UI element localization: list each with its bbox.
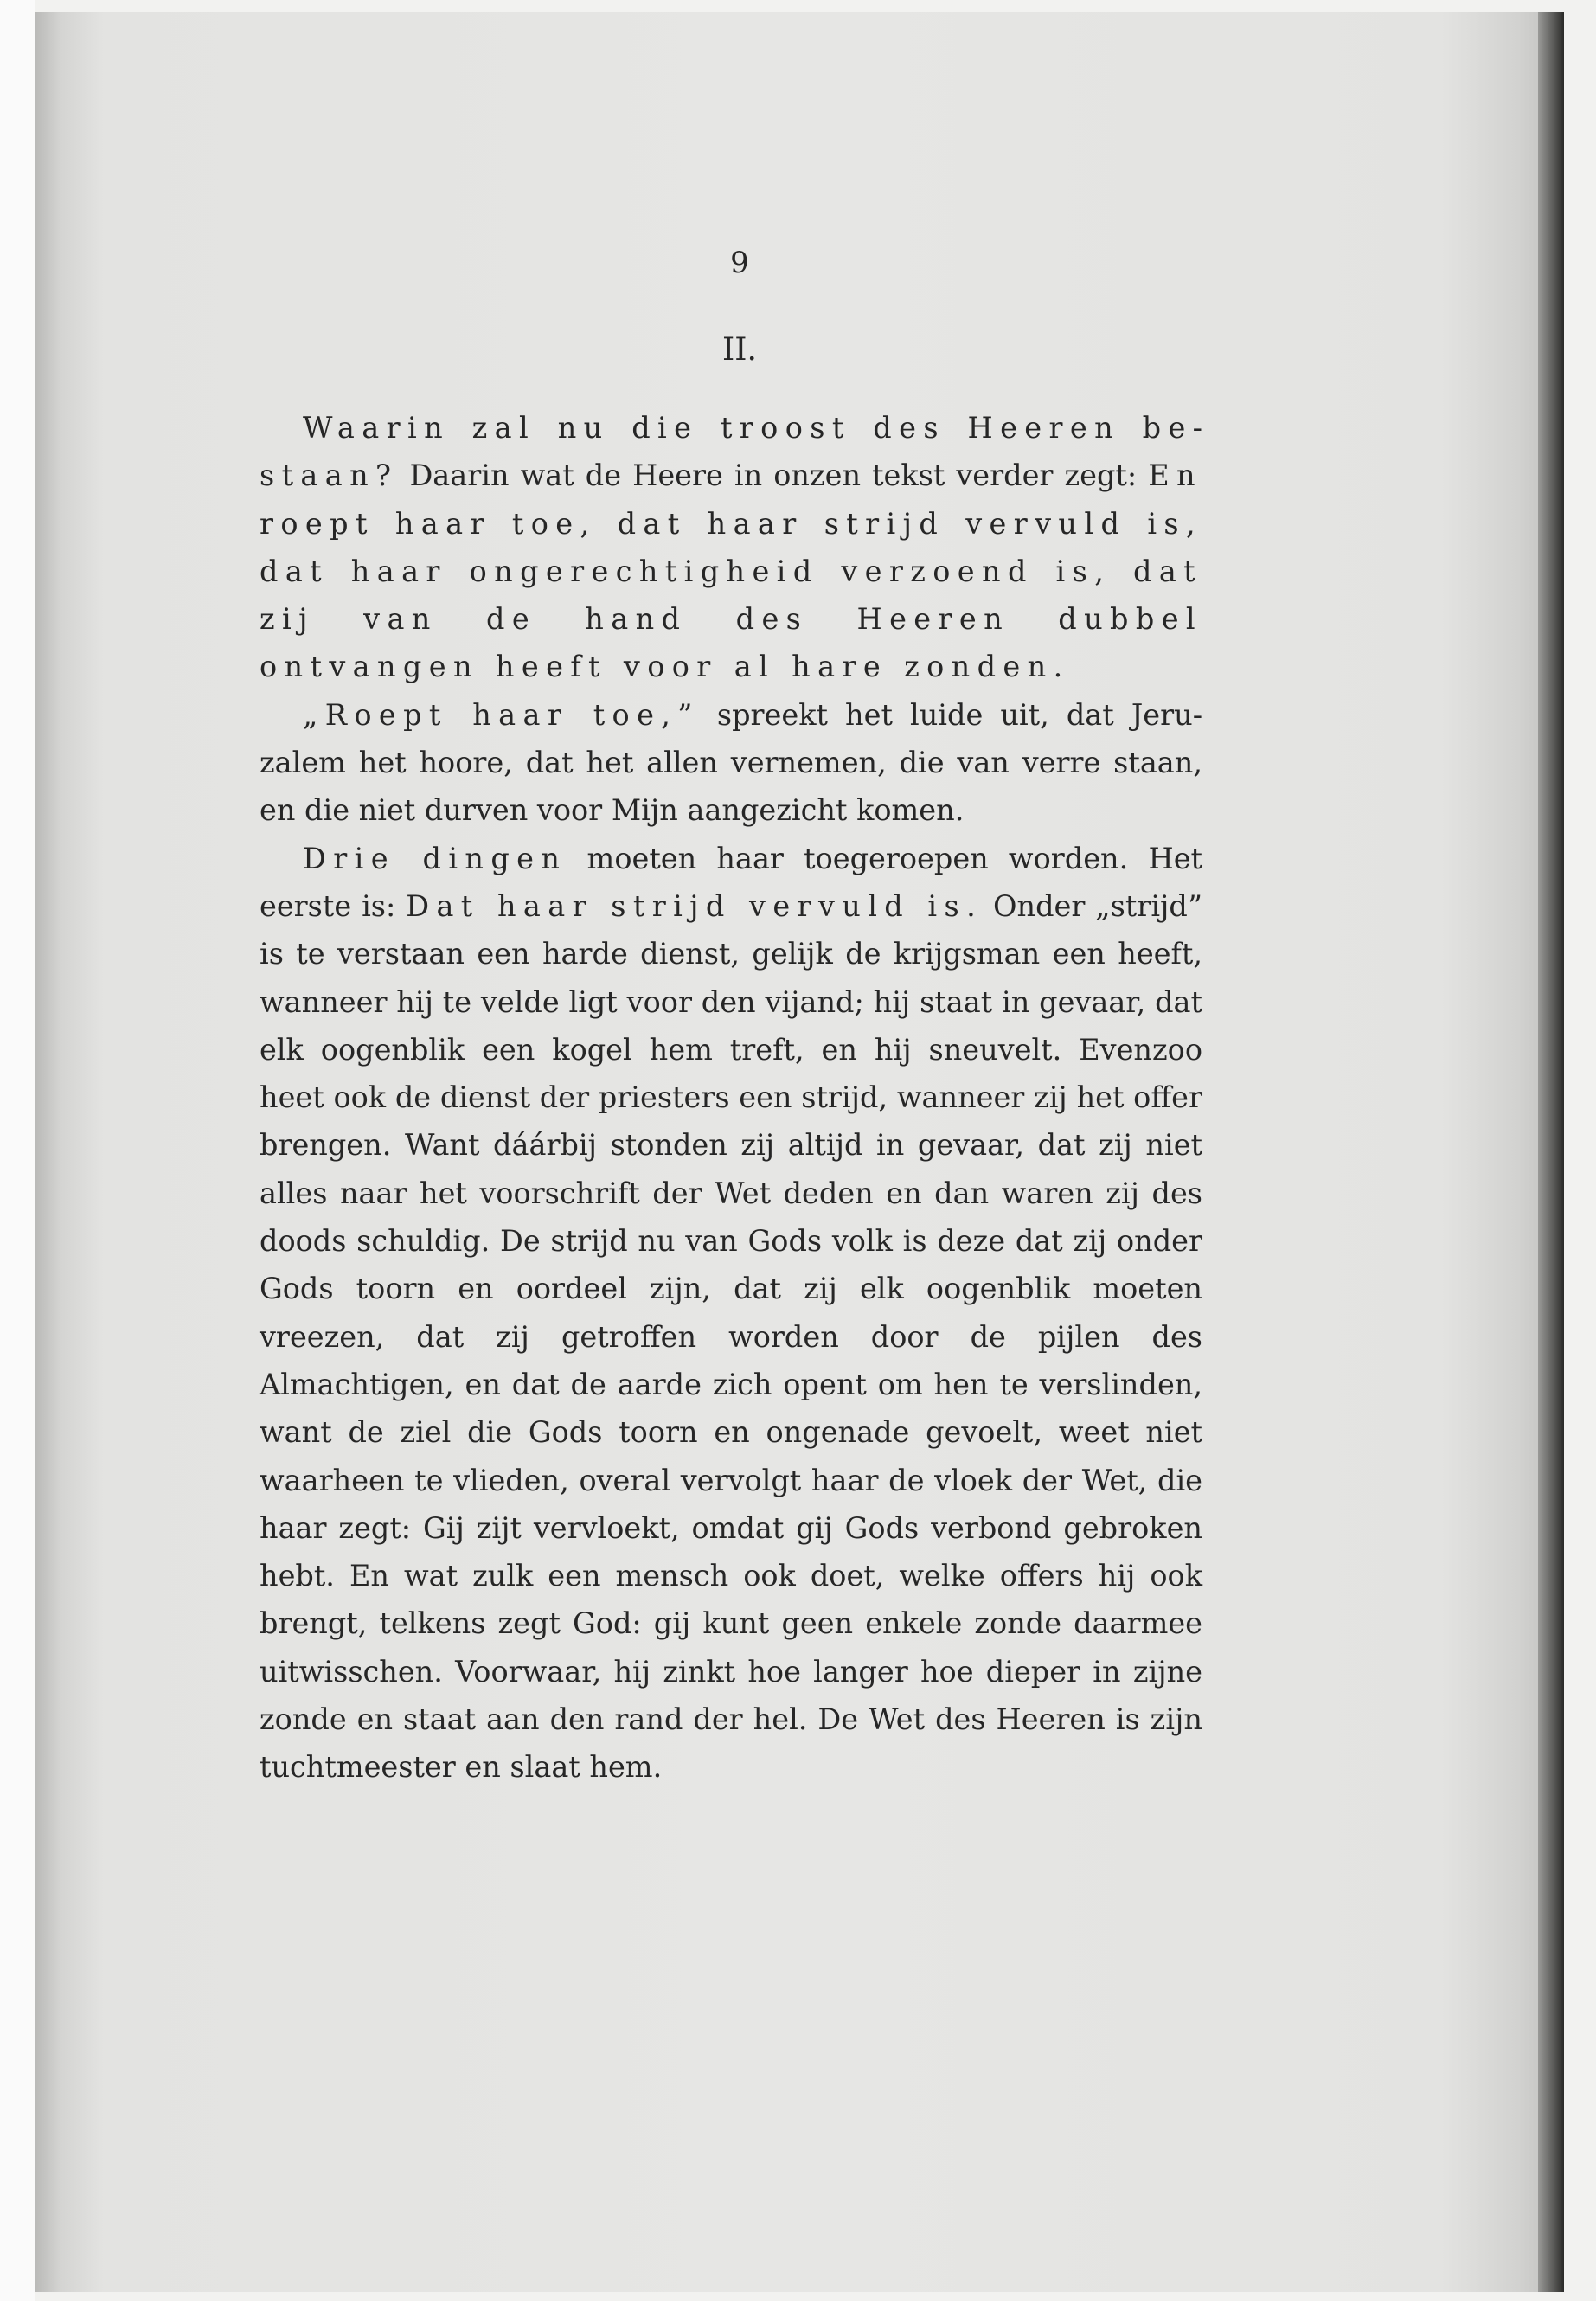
spaced-phrase: Drie dingen: [303, 841, 567, 875]
scan-margin: [0, 0, 35, 2301]
page-number: 9: [730, 246, 749, 280]
scripture-quote: En roept haar toe, dat haar strijd vervuld is, dat haar ongerechtigheid verzoend is, dat zij van de hand des Heeren dubbel ontvangen heeft voor al hare zonden.: [260, 458, 1202, 684]
section-heading: II.: [722, 332, 757, 368]
body-text: [260, 404, 1202, 1791]
spaced-phrase: Waarin zal nu die troost des Heeren bestaan?: [260, 411, 1202, 493]
paragraph-1: [260, 404, 1202, 691]
paragraph-2: [260, 691, 1202, 835]
page-text-block: [260, 246, 1202, 1791]
text-run: spreekt het luide uit, dat Jeruzalem het hoore, dat het allen vernemen, die van verre staan, en die niet durven voor Mijn aangezicht komen.: [260, 697, 1203, 828]
text-run: Onder „strijd” is te verstaan een harde dienst, gelijk de krijgsman een heeft, wanneer hij te velde ligt voor den vijand; hij staat in gevaar, dat elk oogenblik een kogel hem treft, en hij sneuvelt. Evenzoo heet ook de dienst der priesters een strijd, wanneer zij het offer brengen. Want dáárbij stonden zij altijd in gevaar, dat zij niet alles naar het voorschrift der Wet deden en dan waren zij des doods schuldig. De strijd nu van Gods volk is deze dat zij onder Gods toorn en oordeel zijn, dat zij elk oogenblik moeten vreezen, dat zij getroffen worden door de pijlen des Almachtigen, en dat de aarde zich opent om hen te verslinden, want de ziel die Gods toorn en ongenade gevoelt, weet niet waarheen te vlieden, overal vervolgt haar de vloek der Wet, die haar zegt: Gij zijt vervloekt, omdat gij Gods verbond gebroken hebt. En wat zulk een mensch ook doet, welke offers hij ook brengt, telkens zegt God: gij kunt geen enkele zonde daarmee uitwisschen. Voorwaar, hij zinkt hoe langer hoe dieper in zijne zonde en staat aan den rand der hel. De Wet des Heeren is zijn tuchtmeester en slaat hem.: [260, 888, 1202, 1785]
text-run: Daarin wat de Heere in onzen tekst verder zegt:: [398, 458, 1149, 493]
spaced-phrase: „Roept haar toe,”: [303, 697, 700, 732]
book-page: [35, 12, 1564, 2292]
spaced-phrase: Dat haar strijd vervuld is.: [406, 888, 984, 923]
book-spine-edge: [1538, 12, 1564, 2292]
text-run: moeten haar toegeroepen worden. Het eerste is:: [260, 841, 1203, 923]
paragraph-3: [260, 835, 1202, 1791]
